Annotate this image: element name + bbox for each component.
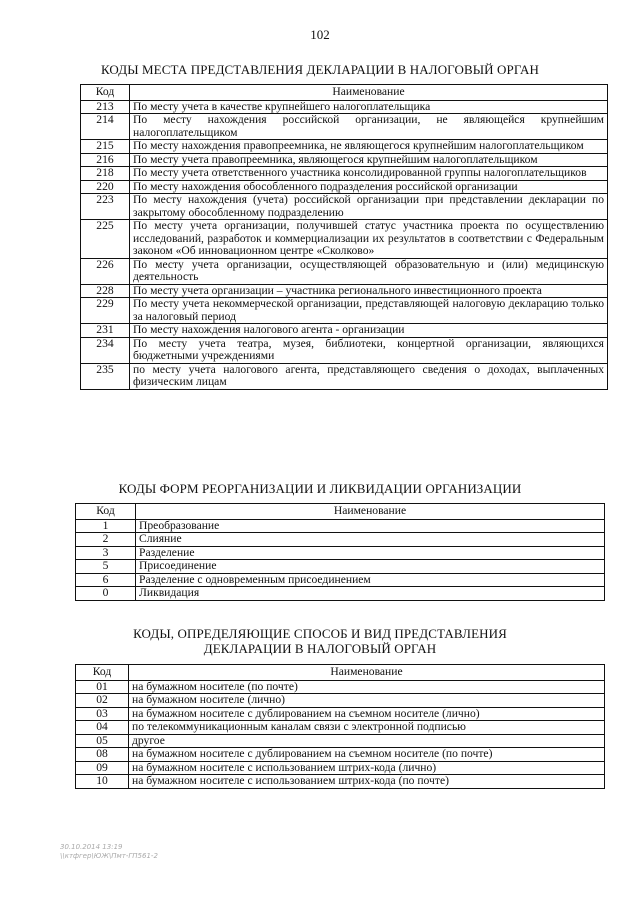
submission-method-codes-table <box>75 664 605 789</box>
table-row <box>76 748 605 762</box>
table-row <box>76 587 605 601</box>
name-cell: Разделение с одновременным присоединением <box>136 573 605 587</box>
table-body <box>76 680 605 788</box>
code-cell: 02 <box>76 694 129 708</box>
code-cell: 10 <box>76 775 129 789</box>
name-cell: Слияние <box>136 533 605 547</box>
name-cell: на бумажном носителе с использованием штрих-кода (по почте) <box>129 775 605 789</box>
table-row <box>76 694 605 708</box>
table-row <box>81 153 608 167</box>
name-cell: По месту нахождения налогового агента - организации <box>130 324 608 338</box>
name-cell: Преобразование <box>136 519 605 533</box>
table-row <box>81 324 608 338</box>
name-cell: на бумажном носителе с использованием штрих-кода (лично) <box>129 761 605 775</box>
column-header-code: Код <box>76 665 129 681</box>
code-cell: 0 <box>76 587 136 601</box>
table-row <box>76 533 605 547</box>
name-cell: По месту учета в качестве крупнейшего налогоплательщика <box>130 100 608 114</box>
code-cell: 3 <box>76 546 136 560</box>
name-cell: По месту нахождения обособленного подразделения российской организации <box>130 180 608 194</box>
table-row <box>81 298 608 324</box>
table-row <box>76 680 605 694</box>
declaration-place-codes-table <box>80 84 608 390</box>
table-row <box>76 734 605 748</box>
section1-title: КОДЫ МЕСТА ПРЕДСТАВЛЕНИЯ ДЕКЛАРАЦИИ В НАЛОГОВЫЙ ОРГАН <box>100 62 540 77</box>
name-cell: По месту учета театра, музея, библиотеки, концертной организации, являющихся бюджетными учреждениями <box>130 337 608 363</box>
column-header-code: Код <box>76 504 136 520</box>
code-cell: 1 <box>76 519 136 533</box>
code-cell: 231 <box>81 324 130 338</box>
table-row <box>81 363 608 389</box>
code-cell: 215 <box>81 140 130 154</box>
name-cell: на бумажном носителе (лично) <box>129 694 605 708</box>
column-header-name: Наименование <box>136 504 605 520</box>
table-row <box>76 775 605 789</box>
table-row <box>81 284 608 298</box>
table-header-row <box>81 85 608 101</box>
table-row <box>76 546 605 560</box>
code-cell: 213 <box>81 100 130 114</box>
table-row <box>81 167 608 181</box>
table-row <box>81 114 608 140</box>
name-cell: По месту учета организации – участника регионального инвестиционного проекта <box>130 284 608 298</box>
code-cell: 01 <box>76 680 129 694</box>
table-row <box>76 573 605 587</box>
name-cell: По месту нахождения российской организации, не являющейся крупнейшим налогоплательщиком <box>130 114 608 140</box>
code-cell: 218 <box>81 167 130 181</box>
table-row <box>76 560 605 574</box>
table-body <box>76 519 605 600</box>
section2-title: КОДЫ ФОРМ РЕОРГАНИЗАЦИИ И ЛИКВИДАЦИИ ОРГАНИЗАЦИИ <box>118 481 522 496</box>
code-cell: 220 <box>81 180 130 194</box>
table-row <box>81 180 608 194</box>
table-row <box>76 707 605 721</box>
name-cell: Присоединение <box>136 560 605 574</box>
table-header-row <box>76 504 605 520</box>
code-cell: 228 <box>81 284 130 298</box>
column-header-code: Код <box>81 85 130 101</box>
code-cell: 235 <box>81 363 130 389</box>
code-cell: 6 <box>76 573 136 587</box>
table-row <box>81 140 608 154</box>
table-row <box>76 721 605 735</box>
print-timestamp: 30.10.2014 13:19 <box>60 843 123 851</box>
table-row <box>76 519 605 533</box>
table-row <box>76 761 605 775</box>
name-cell: По месту учета правопреемника, являющегося крупнейшим налогоплательщиком <box>130 153 608 167</box>
name-cell: По месту учета организации, осуществляющей образовательную и (или) медицинскую деятельность <box>130 258 608 284</box>
table-row <box>81 194 608 220</box>
name-cell: по месту учета налогового агента, представляющего сведения о доходах, выплаченных физическим лицам <box>130 363 608 389</box>
table-row <box>81 258 608 284</box>
table-row <box>81 100 608 114</box>
name-cell: По месту учета ответственного участника консолидированной группы налогоплательщиков <box>130 167 608 181</box>
table-row <box>81 220 608 259</box>
name-cell: на бумажном носителе с дублированием на съемном носителе (лично) <box>129 707 605 721</box>
code-cell: 214 <box>81 114 130 140</box>
code-cell: 226 <box>81 258 130 284</box>
page-number: 102 <box>310 27 330 42</box>
code-cell: 2 <box>76 533 136 547</box>
name-cell: Разделение <box>136 546 605 560</box>
code-cell: 04 <box>76 721 129 735</box>
code-cell: 05 <box>76 734 129 748</box>
code-cell: 216 <box>81 153 130 167</box>
code-cell: 09 <box>76 761 129 775</box>
name-cell: По месту нахождения (учета) российской организации при представлении декларации по закрытому обособленному подразделению <box>130 194 608 220</box>
table-header-row <box>76 665 605 681</box>
code-cell: 03 <box>76 707 129 721</box>
code-cell: 234 <box>81 337 130 363</box>
name-cell: другое <box>129 734 605 748</box>
code-cell: 225 <box>81 220 130 259</box>
name-cell: на бумажном носителе с дублированием на съемном носителе (по почте) <box>129 748 605 762</box>
code-cell: 229 <box>81 298 130 324</box>
reorganization-codes-table <box>75 503 605 601</box>
name-cell: По месту учета организации, получившей статус участника проекта по осуществлению исследований, разработок и коммерциализации их результатов в соответствии с Федеральным законом «Об инновационном центре «Сколково» <box>130 220 608 259</box>
name-cell: по телекоммуникационным каналам связи с электронной подписью <box>129 721 605 735</box>
section3-title-line2: ДЕКЛАРАЦИИ В НАЛОГОВЫЙ ОРГАН <box>203 641 437 656</box>
name-cell: По месту учета некоммерческой организации, представляющей налоговую декларацию только за налоговый период <box>130 298 608 324</box>
name-cell: По месту нахождения правопреемника, не являющегося крупнейшим налогоплательщиком <box>130 140 608 154</box>
code-cell: 08 <box>76 748 129 762</box>
name-cell: на бумажном носителе (по почте) <box>129 680 605 694</box>
table-row <box>81 337 608 363</box>
file-path: \\ктфгер\ЮЖ\Пмт-ГП561-2 <box>60 852 158 860</box>
column-header-name: Наименование <box>130 85 608 101</box>
table-body <box>81 100 608 389</box>
print-stamp <box>60 843 158 861</box>
code-cell: 223 <box>81 194 130 220</box>
name-cell: Ликвидация <box>136 587 605 601</box>
code-cell: 5 <box>76 560 136 574</box>
column-header-name: Наименование <box>129 665 605 681</box>
section3-title-line1: КОДЫ, ОПРЕДЕЛЯЮЩИЕ СПОСОБ И ВИД ПРЕДСТАВЛЕНИЯ <box>133 626 507 641</box>
